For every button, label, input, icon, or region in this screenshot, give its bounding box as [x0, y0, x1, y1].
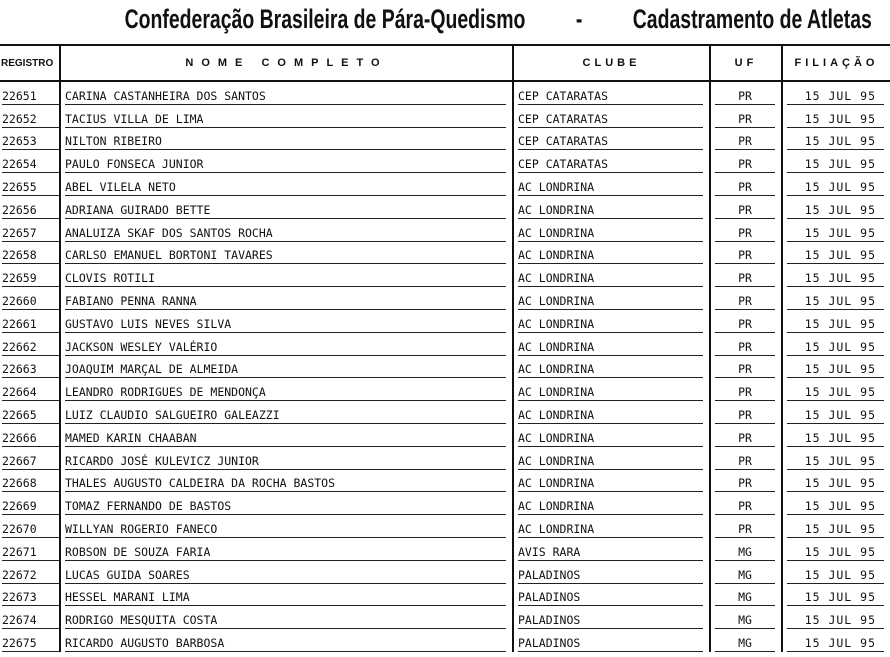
table-row	[0, 424, 890, 447]
cell-nome	[60, 333, 513, 356]
cell-filiacao	[782, 196, 890, 219]
cell-uf	[710, 538, 782, 561]
cell-filiacao-value: 15 JUL 95	[787, 203, 884, 219]
cell-uf-value: MG	[715, 568, 775, 584]
cell-uf	[710, 150, 782, 173]
cell-uf	[710, 333, 782, 356]
cell-nome-value: RICARDO AUGUSTO BARBOSA	[65, 636, 506, 652]
cell-uf	[710, 128, 782, 151]
cell-nome-value: ABEL VILELA NETO	[65, 180, 506, 196]
table-row	[0, 333, 890, 356]
cell-registro	[0, 81, 60, 105]
table-row	[0, 629, 890, 652]
cell-nome	[60, 264, 513, 287]
cell-registro	[0, 128, 60, 151]
cell-nome	[60, 584, 513, 607]
cell-registro	[0, 629, 60, 652]
table-row	[0, 492, 890, 515]
cell-nome	[60, 287, 513, 310]
column-header-registro: REGISTRO	[0, 45, 60, 81]
cell-registro-value: 22652	[2, 112, 59, 128]
cell-nome-value: GUSTAVO LUIS NEVES SILVA	[65, 317, 506, 333]
cell-filiacao-value: 15 JUL 95	[787, 317, 884, 333]
table-header-row	[0, 45, 890, 81]
cell-nome-value: ROBSON DE SOUZA FARIA	[65, 545, 506, 561]
cell-uf	[710, 401, 782, 424]
cell-clube-value: AC LONDRINA	[518, 203, 703, 219]
cell-clube-value: AC LONDRINA	[518, 431, 703, 447]
cell-filiacao	[782, 470, 890, 493]
cell-uf-value: MG	[715, 545, 775, 561]
cell-uf-value: MG	[715, 613, 775, 629]
cell-filiacao-value: 15 JUL 95	[787, 476, 884, 492]
cell-uf-value: PR	[715, 431, 775, 447]
cell-filiacao	[782, 150, 890, 173]
cell-uf-value: PR	[715, 89, 775, 105]
cell-registro-value: 22667	[2, 454, 59, 470]
cell-clube-value: AC LONDRINA	[518, 362, 703, 378]
table-row	[0, 196, 890, 219]
cell-clube-value: AC LONDRINA	[518, 499, 703, 515]
cell-registro	[0, 105, 60, 128]
cell-nome-value: CARLSO EMANUEL BORTONI TAVARES	[65, 248, 506, 264]
cell-clube	[513, 242, 710, 265]
cell-nome-value: JACKSON WESLEY VALÉRIO	[65, 340, 506, 356]
cell-filiacao	[782, 561, 890, 584]
table-row	[0, 310, 890, 333]
table-body	[0, 81, 890, 652]
cell-filiacao-value: 15 JUL 95	[787, 590, 884, 606]
table-row	[0, 287, 890, 310]
cell-filiacao	[782, 219, 890, 242]
table-row	[0, 219, 890, 242]
cell-registro	[0, 310, 60, 333]
cell-filiacao	[782, 515, 890, 538]
cell-filiacao-value: 15 JUL 95	[787, 112, 884, 128]
table-row	[0, 584, 890, 607]
cell-clube	[513, 538, 710, 561]
cell-filiacao-value: 15 JUL 95	[787, 636, 884, 652]
cell-nome	[60, 470, 513, 493]
table-row	[0, 242, 890, 265]
cell-nome	[60, 629, 513, 652]
athlete-registry-table	[0, 44, 890, 652]
cell-uf	[710, 81, 782, 105]
cell-uf-value: PR	[715, 294, 775, 310]
cell-clube-value: PALADINOS	[518, 568, 703, 584]
cell-uf-value: PR	[715, 340, 775, 356]
cell-filiacao	[782, 629, 890, 652]
cell-registro-value: 22668	[2, 476, 59, 492]
column-header-nome: NOME COMPLETO	[60, 45, 513, 81]
cell-nome	[60, 447, 513, 470]
cell-uf	[710, 242, 782, 265]
cell-registro-value: 22674	[2, 613, 59, 629]
cell-nome-value: FABIANO PENNA RANNA	[65, 294, 506, 310]
cell-uf	[710, 196, 782, 219]
cell-uf	[710, 105, 782, 128]
cell-clube-value: AC LONDRINA	[518, 454, 703, 470]
cell-registro-value: 22651	[2, 89, 59, 105]
cell-registro-value: 22671	[2, 545, 59, 561]
cell-clube-value: CEP CATARATAS	[518, 112, 703, 128]
cell-nome	[60, 606, 513, 629]
cell-nome-value: CARINA CASTANHEIRA DOS SANTOS	[65, 89, 506, 105]
cell-clube-value: CEP CATARATAS	[518, 89, 703, 105]
cell-filiacao-value: 15 JUL 95	[787, 248, 884, 264]
cell-filiacao	[782, 81, 890, 105]
cell-clube-value: AC LONDRINA	[518, 248, 703, 264]
cell-registro	[0, 287, 60, 310]
cell-clube	[513, 606, 710, 629]
cell-registro-value: 22653	[2, 134, 59, 150]
cell-nome-value: LEANDRO RODRIGUES DE MENDONÇA	[65, 385, 506, 401]
cell-uf	[710, 424, 782, 447]
cell-filiacao	[782, 356, 890, 379]
cell-clube	[513, 561, 710, 584]
cell-clube-value: AC LONDRINA	[518, 476, 703, 492]
cell-filiacao-value: 15 JUL 95	[787, 431, 884, 447]
cell-clube-value: AC LONDRINA	[518, 385, 703, 401]
cell-filiacao	[782, 606, 890, 629]
cell-nome-value: RODRIGO MESQUITA COSTA	[65, 613, 506, 629]
cell-registro	[0, 447, 60, 470]
cell-registro	[0, 173, 60, 196]
cell-filiacao-value: 15 JUL 95	[787, 340, 884, 356]
cell-filiacao	[782, 447, 890, 470]
cell-clube	[513, 128, 710, 151]
table-row	[0, 515, 890, 538]
cell-registro-value: 22672	[2, 568, 59, 584]
cell-nome-value: TOMAZ FERNANDO DE BASTOS	[65, 499, 506, 515]
table-row	[0, 401, 890, 424]
cell-uf-value: PR	[715, 180, 775, 196]
table-row	[0, 470, 890, 493]
cell-filiacao	[782, 310, 890, 333]
cell-clube	[513, 287, 710, 310]
column-header-uf: UF	[710, 45, 782, 81]
cell-nome-value: WILLYAN ROGERIO FANECO	[65, 522, 506, 538]
cell-registro-value: 22663	[2, 362, 59, 378]
cell-uf-value: PR	[715, 112, 775, 128]
cell-uf	[710, 219, 782, 242]
cell-registro	[0, 264, 60, 287]
cell-filiacao	[782, 173, 890, 196]
cell-uf	[710, 606, 782, 629]
cell-uf-value: PR	[715, 522, 775, 538]
cell-clube	[513, 424, 710, 447]
cell-registro	[0, 515, 60, 538]
cell-filiacao	[782, 584, 890, 607]
cell-filiacao-value: 15 JUL 95	[787, 157, 884, 173]
cell-registro-value: 22662	[2, 340, 59, 356]
cell-nome	[60, 538, 513, 561]
cell-clube	[513, 173, 710, 196]
cell-uf	[710, 264, 782, 287]
cell-filiacao-value: 15 JUL 95	[787, 545, 884, 561]
cell-nome-value: TACIUS VILLA DE LIMA	[65, 112, 506, 128]
cell-nome-value: NILTON RIBEIRO	[65, 134, 506, 150]
cell-uf	[710, 287, 782, 310]
cell-nome	[60, 128, 513, 151]
cell-registro-value: 22657	[2, 226, 59, 242]
cell-uf-value: PR	[715, 248, 775, 264]
cell-registro	[0, 470, 60, 493]
cell-uf-value: PR	[715, 476, 775, 492]
cell-filiacao-value: 15 JUL 95	[787, 362, 884, 378]
cell-clube-value: AC LONDRINA	[518, 271, 703, 287]
cell-uf-value: PR	[715, 408, 775, 424]
cell-registro	[0, 561, 60, 584]
cell-filiacao	[782, 492, 890, 515]
table-row	[0, 378, 890, 401]
cell-nome-value: ADRIANA GUIRADO BETTE	[65, 203, 506, 219]
cell-clube-value: AC LONDRINA	[518, 522, 703, 538]
cell-nome	[60, 150, 513, 173]
cell-clube-value: PALADINOS	[518, 636, 703, 652]
cell-registro-value: 22661	[2, 317, 59, 333]
cell-uf	[710, 356, 782, 379]
cell-nome-value: JOAQUIM MARÇAL DE ALMEIDA	[65, 362, 506, 378]
cell-clube-value: PALADINOS	[518, 590, 703, 606]
cell-uf	[710, 492, 782, 515]
cell-nome	[60, 492, 513, 515]
cell-filiacao-value: 15 JUL 95	[787, 271, 884, 287]
cell-clube-value: AC LONDRINA	[518, 317, 703, 333]
table-row	[0, 264, 890, 287]
cell-filiacao-value: 15 JUL 95	[787, 522, 884, 538]
cell-nome-value: MAMED KARIN CHAABAN	[65, 431, 506, 447]
cell-clube	[513, 356, 710, 379]
cell-clube-value: AC LONDRINA	[518, 226, 703, 242]
cell-uf-value: PR	[715, 317, 775, 333]
cell-clube-value: AVIS RARA	[518, 545, 703, 561]
cell-filiacao-value: 15 JUL 95	[787, 226, 884, 242]
cell-registro	[0, 584, 60, 607]
cell-nome-value: THALES AUGUSTO CALDEIRA DA ROCHA BASTOS	[65, 476, 506, 492]
cell-registro	[0, 424, 60, 447]
cell-clube	[513, 515, 710, 538]
cell-clube	[513, 264, 710, 287]
cell-filiacao-value: 15 JUL 95	[787, 134, 884, 150]
cell-clube	[513, 401, 710, 424]
cell-clube	[513, 333, 710, 356]
cell-uf-value: PR	[715, 134, 775, 150]
cell-uf	[710, 629, 782, 652]
cell-nome	[60, 378, 513, 401]
cell-clube	[513, 150, 710, 173]
cell-filiacao	[782, 401, 890, 424]
cell-filiacao-value: 15 JUL 95	[787, 568, 884, 584]
cell-registro	[0, 333, 60, 356]
cell-uf	[710, 447, 782, 470]
cell-nome-value: PAULO FONSECA JUNIOR	[65, 157, 506, 173]
cell-registro-value: 22666	[2, 431, 59, 447]
cell-uf-value: PR	[715, 454, 775, 470]
table-row	[0, 150, 890, 173]
cell-uf-value: PR	[715, 499, 775, 515]
cell-nome	[60, 173, 513, 196]
cell-uf	[710, 584, 782, 607]
cell-registro-value: 22659	[2, 271, 59, 287]
cell-nome	[60, 310, 513, 333]
cell-filiacao	[782, 378, 890, 401]
cell-nome-value: ANALUIZA SKAF DOS SANTOS ROCHA	[65, 226, 506, 242]
cell-uf	[710, 561, 782, 584]
cell-nome	[60, 105, 513, 128]
cell-registro	[0, 150, 60, 173]
cell-registro-value: 22658	[2, 248, 59, 264]
cell-clube	[513, 105, 710, 128]
cell-clube-value: AC LONDRINA	[518, 408, 703, 424]
cell-uf-value: PR	[715, 385, 775, 401]
cell-registro-value: 22673	[2, 590, 59, 606]
cell-registro-value: 22655	[2, 180, 59, 196]
cell-filiacao-value: 15 JUL 95	[787, 454, 884, 470]
cell-filiacao	[782, 287, 890, 310]
cell-registro	[0, 219, 60, 242]
cell-registro	[0, 196, 60, 219]
cell-uf-value: PR	[715, 362, 775, 378]
cell-uf-value: PR	[715, 203, 775, 219]
table-row	[0, 561, 890, 584]
table-row	[0, 538, 890, 561]
table-row	[0, 447, 890, 470]
cell-filiacao-value: 15 JUL 95	[787, 89, 884, 105]
cell-nome	[60, 356, 513, 379]
cell-clube-value: AC LONDRINA	[518, 340, 703, 356]
cell-uf	[710, 470, 782, 493]
cell-uf	[710, 378, 782, 401]
cell-filiacao-value: 15 JUL 95	[787, 180, 884, 196]
cell-nome	[60, 424, 513, 447]
title-registration: Cadastramento de Atletas	[632, 4, 872, 34]
cell-uf-value: MG	[715, 590, 775, 606]
cell-clube	[513, 196, 710, 219]
cell-uf	[710, 310, 782, 333]
cell-clube	[513, 470, 710, 493]
column-header-filiacao: FILIAÇÃO	[782, 45, 890, 81]
cell-clube-value: CEP CATARATAS	[518, 157, 703, 173]
table-row	[0, 128, 890, 151]
table-row	[0, 105, 890, 128]
cell-nome-value: LUCAS GUIDA SOARES	[65, 568, 506, 584]
cell-clube	[513, 584, 710, 607]
cell-registro	[0, 606, 60, 629]
column-header-clube: CLUBE	[513, 45, 710, 81]
cell-registro-value: 22664	[2, 385, 59, 401]
cell-clube-value: PALADINOS	[518, 613, 703, 629]
cell-registro-value: 22675	[2, 636, 59, 652]
cell-filiacao	[782, 128, 890, 151]
cell-filiacao	[782, 424, 890, 447]
cell-registro	[0, 492, 60, 515]
cell-nome	[60, 561, 513, 584]
cell-clube	[513, 219, 710, 242]
table-row	[0, 606, 890, 629]
cell-registro-value: 22669	[2, 499, 59, 515]
cell-registro	[0, 242, 60, 265]
cell-filiacao-value: 15 JUL 95	[787, 294, 884, 310]
cell-registro	[0, 401, 60, 424]
cell-registro	[0, 378, 60, 401]
cell-registro-value: 22656	[2, 203, 59, 219]
cell-uf	[710, 515, 782, 538]
cell-registro-value: 22670	[2, 522, 59, 538]
cell-clube-value: AC LONDRINA	[518, 180, 703, 196]
cell-filiacao	[782, 264, 890, 287]
cell-registro-value: 22654	[2, 157, 59, 173]
cell-clube	[513, 629, 710, 652]
cell-uf-value: PR	[715, 157, 775, 173]
cell-nome	[60, 515, 513, 538]
cell-nome-value: RICARDO JOSÉ KULEVICZ JUNIOR	[65, 454, 506, 470]
cell-filiacao	[782, 105, 890, 128]
cell-nome	[60, 242, 513, 265]
cell-uf-value: PR	[715, 271, 775, 287]
title-organization: Confederação Brasileira de Pára-Quedismo	[124, 4, 526, 34]
cell-registro	[0, 356, 60, 379]
cell-nome	[60, 81, 513, 105]
cell-uf-value: PR	[715, 226, 775, 242]
cell-filiacao	[782, 333, 890, 356]
cell-nome-value: HESSEL MARANI LIMA	[65, 590, 506, 606]
cell-clube	[513, 447, 710, 470]
cell-nome-value: CLOVIS ROTILI	[65, 271, 506, 287]
cell-uf	[710, 173, 782, 196]
table-row	[0, 356, 890, 379]
cell-nome-value: LUIZ CLAUDIO SALGUEIRO GALEAZZI	[65, 408, 506, 424]
cell-uf-value: MG	[715, 636, 775, 652]
cell-clube	[513, 310, 710, 333]
cell-filiacao-value: 15 JUL 95	[787, 385, 884, 401]
cell-clube	[513, 378, 710, 401]
cell-clube-value: CEP CATARATAS	[518, 134, 703, 150]
cell-registro-value: 22665	[2, 408, 59, 424]
cell-registro	[0, 538, 60, 561]
table-row	[0, 81, 890, 105]
cell-filiacao-value: 15 JUL 95	[787, 499, 884, 515]
cell-clube-value: AC LONDRINA	[518, 294, 703, 310]
cell-filiacao-value: 15 JUL 95	[787, 613, 884, 629]
cell-nome	[60, 401, 513, 424]
cell-registro-value: 22660	[2, 294, 59, 310]
cell-filiacao-value: 15 JUL 95	[787, 408, 884, 424]
table-row	[0, 173, 890, 196]
cell-clube	[513, 492, 710, 515]
cell-nome	[60, 196, 513, 219]
cell-filiacao	[782, 242, 890, 265]
title-dash: -	[575, 4, 583, 34]
document-title	[124, 4, 872, 40]
cell-filiacao	[782, 538, 890, 561]
cell-clube	[513, 81, 710, 105]
cell-nome	[60, 219, 513, 242]
